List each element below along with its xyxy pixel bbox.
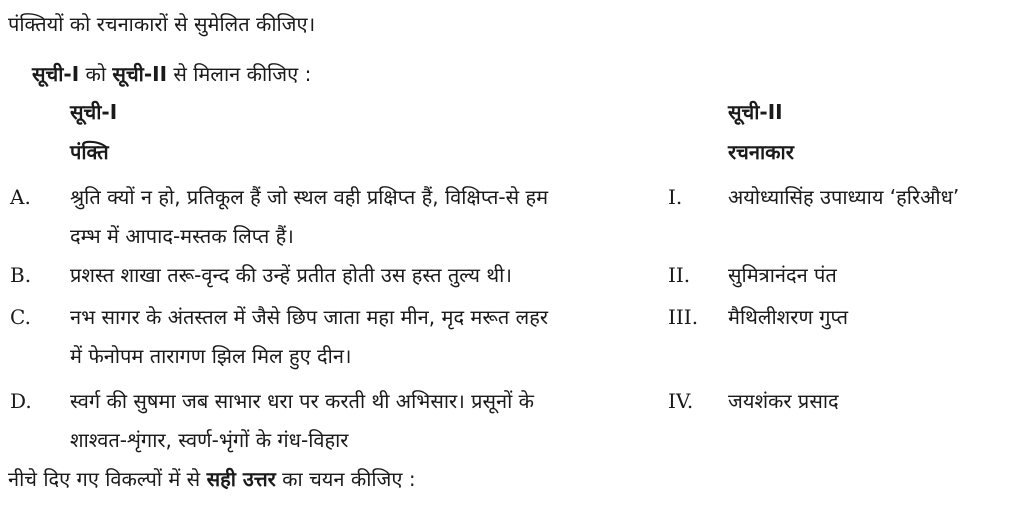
list2-subheading: रचनाकार [728, 140, 794, 164]
author-iii: मैथिलीशरण गुप्त [728, 305, 849, 329]
match-connector: को [79, 62, 113, 86]
row-a-line-1: श्रुति क्यों न हो, प्रतिकूल हैं जो स्थल वही प्रक्षिप्त हैं, विक्षिप्त-से हम [70, 185, 549, 209]
instruction-text: पंक्तियों को रचनाकारों से सुमेलित कीजिए। [8, 12, 316, 36]
list2-heading: सूची-II [728, 100, 783, 124]
row-d-line-1: स्वर्ग की सुषमा जब साभार धरा पर करती थी अभिसार। प्रसूनों के [70, 389, 535, 413]
row-a-line-2: दम्भ में आपाद-मस्तक लिप्त हैं। [70, 224, 294, 248]
row-c-line-2: में फेनोपम तारागण झिल मिल हुए दीन। [70, 344, 352, 368]
row-d-letter: D. [10, 389, 32, 413]
answer-instruction-post: का चयन कीजिए : [275, 467, 416, 491]
answer-instruction-pre: नीचे दिए गए विकल्पों में से [8, 467, 207, 491]
answer-instruction-bold: सही उत्तर [206, 467, 276, 491]
row-i-numeral: I. [668, 185, 683, 209]
author-i: अयोध्यासिंह उपाध्याय ‘हरिऔध’ [728, 185, 960, 209]
list2-ref: सूची-II [112, 62, 168, 86]
row-d-line-2: शाश्वत-शृंगार, स्वर्ण-भृंगों के गंध-विहार [70, 428, 349, 452]
row-b-line-1: प्रशस्त शाखा तरू-वृन्द की उन्हें प्रतीत होती उस हस्त तुल्य थी। [70, 263, 512, 287]
author-iv: जयशंकर प्रसाद [728, 389, 839, 413]
row-a-letter: A. [10, 185, 31, 209]
match-instruction [32, 62, 311, 86]
row-iii-numeral: III. [668, 305, 699, 329]
row-ii-numeral: II. [668, 263, 691, 287]
row-c-line-1: नभ सागर के अंतस्तल में जैसे छिप जाता महा मीन, मृद मरूत लहर [70, 305, 549, 329]
list1-subheading: पंक्ति [70, 140, 109, 164]
list1-heading: सूची-I [70, 100, 118, 124]
author-ii: सुमित्रानंदन पंत [728, 263, 837, 287]
row-c-letter: C. [10, 305, 31, 329]
list1-ref: सूची-I [32, 62, 80, 86]
row-b-letter: B. [10, 263, 32, 287]
answer-instruction [8, 467, 416, 491]
row-iv-numeral: IV. [668, 389, 694, 413]
match-tail: से मिलान कीजिए : [167, 62, 312, 86]
